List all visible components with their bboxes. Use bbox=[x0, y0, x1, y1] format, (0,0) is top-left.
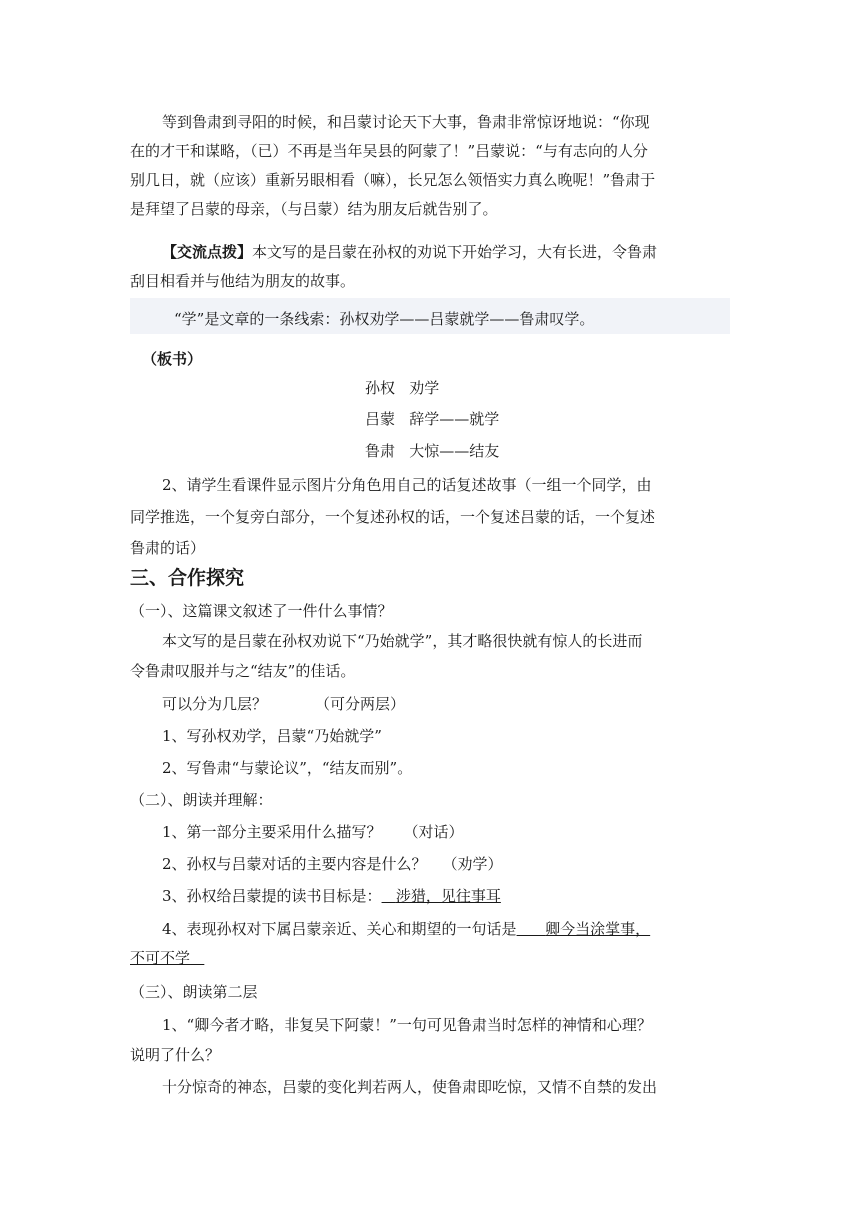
translation-line-1: 等到鲁肃到寻阳的时候，和吕蒙讨论天下大事，鲁肃非常惊讶地说：“你现 bbox=[162, 113, 650, 131]
q2-item-2 bbox=[162, 850, 762, 879]
q2-item-2-answer: （劝学） bbox=[442, 855, 503, 873]
exchange-tag: 【交流点拨】 bbox=[162, 243, 253, 261]
answer-1-line-2: 令鲁肃叹服并与之“结友”的佳话。 bbox=[130, 662, 356, 680]
q2-item-3-blank-pad bbox=[382, 887, 396, 905]
layers-answer: （可分两层） bbox=[315, 695, 406, 713]
board-row-3: 鲁肃 大惊——结友 bbox=[365, 442, 500, 460]
task2-line-1: 2、请学生看课件显示图片分角色用自己的话复述故事（一组一个同学，由 bbox=[162, 476, 652, 494]
board-row-2: 吕蒙 辞学——就学 bbox=[365, 410, 500, 428]
q2-item-1-answer: （对话） bbox=[403, 823, 464, 841]
q2-item-4-question: 4、表现孙权对下属吕蒙亲近、关心和期望的一句话是 bbox=[162, 920, 517, 938]
exchange-line-2: 刮目相看并与他结为朋友的故事。 bbox=[130, 272, 356, 290]
q2-item-4 bbox=[162, 915, 730, 944]
layers-question: 可以分为几层？ bbox=[162, 695, 268, 713]
q3-item-1-line-2: 说明了什么？ bbox=[130, 1046, 221, 1064]
q3-item-1-line-1: 1、“卿今者才略，非复吴下阿蒙！”一句可见鲁肃当时怎样的神情和心理？ bbox=[162, 1016, 652, 1034]
q2-item-4-trailing-blank bbox=[190, 949, 204, 967]
q2-item-1 bbox=[162, 818, 762, 847]
q2-item-3 bbox=[162, 882, 762, 911]
q2-item-2-question: 2、孙权与吕蒙对话的主要内容是什么？ bbox=[162, 855, 427, 873]
q2-item-4-blank-pad bbox=[517, 920, 546, 938]
q2-item-3-question: 3、孙权给吕蒙提的读书目标是： bbox=[162, 887, 382, 905]
layer-1: 1、写孙权劝学，吕蒙“乃始就学” bbox=[162, 727, 382, 745]
answer-1-line-1: 本文写的是吕蒙在孙权劝说下“乃始就学”，其才略很快就有惊人的长进而 bbox=[162, 632, 643, 650]
layers-row bbox=[162, 690, 762, 719]
layer-2: 2、写鲁肃“与蒙论议”，“结友而别”。 bbox=[162, 759, 413, 777]
section-heading: 三、合作探究 bbox=[130, 567, 245, 589]
question-2: （二）、朗读并理解： bbox=[130, 791, 273, 809]
board-row-1: 孙权 劝学 bbox=[365, 379, 440, 397]
q2-item-1-question: 1、第一部分主要采用什么描写？ bbox=[162, 823, 382, 841]
translation-line-3: 别几日，就（应该）重新另眼相看（嘛），长兄怎么领悟实力真么晚呢！”鲁肃于 bbox=[130, 171, 656, 189]
clue-line: “学”是文章的一条线索：孙权劝学——吕蒙就学——鲁肃叹学。 bbox=[174, 310, 595, 328]
exchange-text: 本文写的是吕蒙在孙权的劝说下开始学习，大有长进，令鲁肃 bbox=[252, 243, 658, 261]
q2-item-3-answer: 涉猎，见往事耳 bbox=[395, 887, 501, 905]
board-label: （板书） bbox=[142, 350, 203, 368]
exchange-paragraph bbox=[130, 238, 730, 267]
translation-line-2: 在的才干和谋略，（已）不再是当年吴县的阿蒙了！”吕蒙说：“与有志向的人分 bbox=[130, 142, 648, 160]
question-3: （三）、朗读第二层 bbox=[130, 983, 258, 1001]
q2-item-4-answer-part-2: 不可不学 bbox=[130, 949, 191, 967]
question-1: （一）、这篇课文叙述了一件什么事情？ bbox=[130, 602, 393, 620]
task2-line-2: 同学推选，一个复旁白部分，一个复述孙权的话，一个复述吕蒙的话，一个复述 bbox=[130, 508, 656, 526]
translation-line-4: 是拜望了吕蒙的母亲，（与吕蒙）结为朋友后就告别了。 bbox=[130, 200, 498, 218]
q3-item-1-answer: 十分惊奇的神态，吕蒙的变化判若两人，使鲁肃即吃惊，又情不自禁的发出 bbox=[162, 1078, 658, 1096]
task2-line-3: 鲁肃的话） bbox=[130, 539, 206, 557]
q2-item-4-answer-part-1: 卿今当涂掌事， bbox=[545, 920, 651, 938]
q2-item-4-continued bbox=[130, 944, 730, 973]
